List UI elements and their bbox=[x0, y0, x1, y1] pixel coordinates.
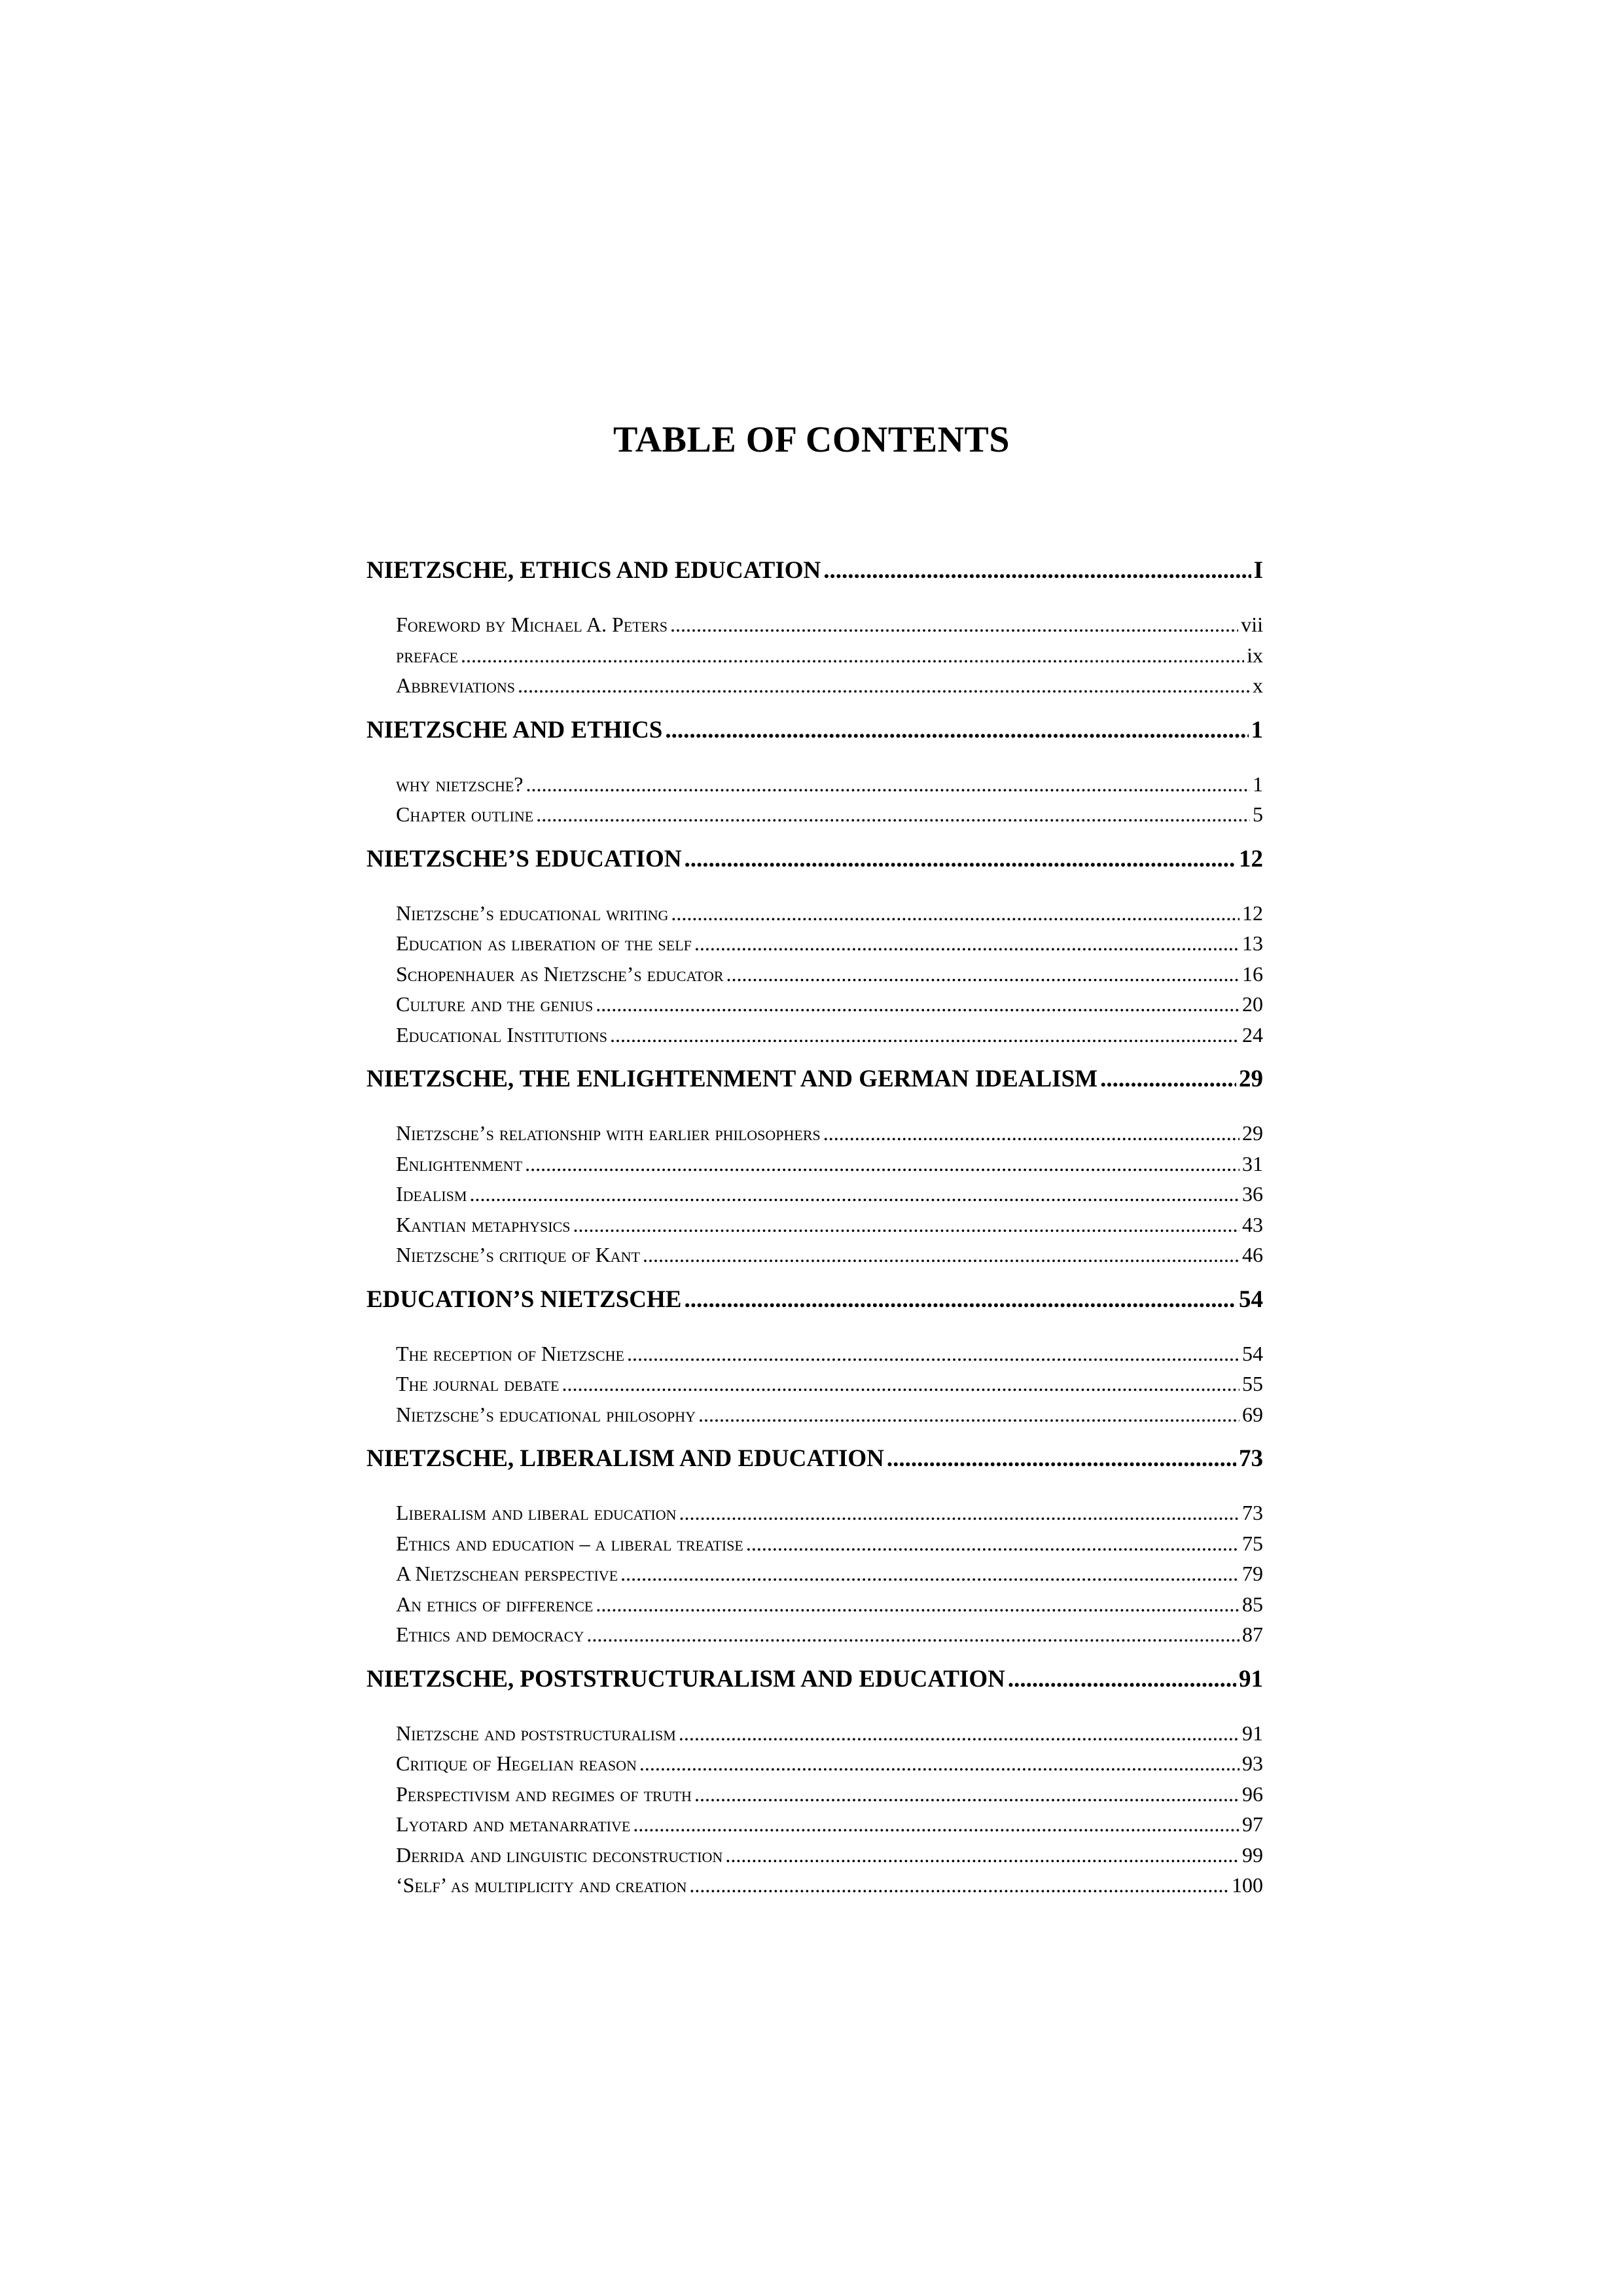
section-title: Idealism bbox=[396, 1182, 467, 1206]
section-title: An ethics of difference bbox=[396, 1592, 594, 1616]
toc-section-entry[interactable] bbox=[396, 992, 1263, 1023]
toc-section-entry[interactable] bbox=[396, 1023, 1263, 1054]
dot-leader bbox=[1008, 1665, 1236, 1693]
toc-section-entry[interactable] bbox=[396, 772, 1263, 803]
dot-leader bbox=[698, 1403, 1240, 1427]
dot-leader bbox=[679, 1501, 1240, 1525]
chapter-page-number: 73 bbox=[1239, 1445, 1263, 1472]
section-page-number: 55 bbox=[1242, 1372, 1263, 1395]
dot-leader bbox=[573, 1213, 1240, 1237]
dot-leader bbox=[694, 1782, 1240, 1806]
toc-section-entry[interactable] bbox=[396, 1562, 1263, 1592]
toc-section-entry[interactable] bbox=[396, 613, 1263, 643]
toc-section-entry[interactable] bbox=[396, 1403, 1263, 1433]
toc-section-entry[interactable] bbox=[396, 1152, 1263, 1183]
section-page-number: 87 bbox=[1242, 1623, 1263, 1646]
section-page-number: 91 bbox=[1242, 1721, 1263, 1745]
dot-leader bbox=[639, 1751, 1240, 1776]
section-page-number: 16 bbox=[1242, 961, 1263, 986]
toc-section-entry[interactable] bbox=[396, 802, 1263, 833]
dot-leader bbox=[746, 1532, 1240, 1556]
dot-leader bbox=[725, 1843, 1240, 1867]
chapter-title: NIETZSCHE, LIBERALISM AND EDUCATION bbox=[366, 1445, 884, 1472]
group-spacer bbox=[366, 704, 1263, 716]
dot-leader bbox=[823, 556, 1251, 584]
toc-chapter-entry[interactable] bbox=[366, 1665, 1263, 1704]
toc-section-entry[interactable] bbox=[396, 673, 1263, 704]
toc-chapter-entry[interactable] bbox=[366, 1285, 1263, 1325]
section-title: Abbreviations bbox=[396, 673, 516, 697]
toc-section-entry[interactable] bbox=[396, 1243, 1263, 1274]
dot-leader bbox=[887, 1444, 1236, 1473]
dot-leader bbox=[684, 845, 1236, 873]
toc-section-entry[interactable] bbox=[396, 1501, 1263, 1532]
section-title: preface bbox=[396, 643, 458, 667]
dot-leader bbox=[679, 1721, 1240, 1746]
dot-leader bbox=[694, 931, 1240, 956]
dot-leader bbox=[596, 1592, 1240, 1617]
dot-leader bbox=[643, 1243, 1240, 1267]
chapter-title: NIETZSCHE’S EDUCATION bbox=[366, 845, 682, 872]
dot-leader bbox=[518, 673, 1250, 698]
section-page-number: 69 bbox=[1242, 1402, 1263, 1426]
toc-chapter-entry[interactable] bbox=[366, 556, 1263, 596]
toc-section-entry[interactable] bbox=[396, 1532, 1263, 1562]
dot-leader bbox=[469, 1182, 1240, 1206]
section-title: Chapter outline bbox=[396, 802, 534, 826]
chapter-page-number: 1 bbox=[1251, 716, 1263, 744]
toc-chapter-entry[interactable] bbox=[366, 845, 1263, 884]
section-page-number: 36 bbox=[1242, 1182, 1263, 1206]
toc-section-entry[interactable] bbox=[396, 1623, 1263, 1653]
toc-section-entry[interactable] bbox=[396, 1121, 1263, 1152]
chapter-page-number: I bbox=[1253, 557, 1263, 584]
section-page-number: vii bbox=[1241, 613, 1263, 636]
chapter-page-number: 12 bbox=[1239, 845, 1263, 872]
section-page-number: 31 bbox=[1242, 1151, 1263, 1175]
chapter-page-number: 91 bbox=[1239, 1665, 1263, 1693]
dot-leader bbox=[461, 643, 1244, 668]
section-page-number: 12 bbox=[1242, 901, 1263, 925]
dot-leader bbox=[536, 802, 1250, 827]
section-title: Kantian metaphysics bbox=[396, 1212, 571, 1236]
toc-section-entry[interactable] bbox=[396, 643, 1263, 674]
toc-section-entry[interactable] bbox=[396, 1751, 1263, 1782]
group-spacer bbox=[366, 1904, 1263, 1916]
toc-section-entry[interactable] bbox=[396, 901, 1263, 932]
section-page-number: 97 bbox=[1242, 1812, 1263, 1836]
section-title: Educational Institutions bbox=[396, 1022, 607, 1047]
section-page-number: 99 bbox=[1242, 1842, 1263, 1867]
section-title: The reception of Nietzsche bbox=[396, 1341, 624, 1365]
dot-leader bbox=[665, 716, 1248, 744]
section-page-number: 85 bbox=[1242, 1592, 1263, 1616]
section-page-number: 93 bbox=[1242, 1751, 1263, 1775]
section-page-number: x bbox=[1253, 673, 1263, 697]
section-page-number: 5 bbox=[1253, 802, 1263, 826]
dot-leader bbox=[627, 1342, 1240, 1366]
group-spacer bbox=[366, 833, 1263, 845]
section-title: Derrida and linguistic deconstruction bbox=[396, 1842, 723, 1867]
chapter-title: NIETZSCHE, THE ENLIGHTENMENT AND GERMAN IDEALISM bbox=[366, 1066, 1098, 1092]
dot-leader bbox=[596, 992, 1240, 1016]
section-title: Nietzsche’s relationship with earlier philosophers bbox=[396, 1121, 821, 1145]
toc-section-entry[interactable] bbox=[396, 1843, 1263, 1874]
dot-leader bbox=[610, 1023, 1240, 1047]
chapter-title: NIETZSCHE, POSTSTRUCTURALISM AND EDUCATION bbox=[366, 1665, 1005, 1693]
section-title: Nietzsche’s critique of Kant bbox=[396, 1243, 640, 1266]
section-page-number: 73 bbox=[1242, 1501, 1263, 1524]
toc-section-entry[interactable] bbox=[396, 1342, 1263, 1372]
section-title: Liberalism and liberal education bbox=[396, 1501, 677, 1524]
toc-chapter-entry[interactable] bbox=[366, 1065, 1263, 1104]
dot-leader bbox=[525, 1152, 1240, 1176]
group-spacer bbox=[366, 1433, 1263, 1444]
section-title: Enlightenment bbox=[396, 1151, 523, 1175]
dot-leader bbox=[671, 901, 1240, 925]
chapter-title: EDUCATION’S NIETZSCHE bbox=[366, 1285, 682, 1313]
section-title: Nietzsche and poststructuralism bbox=[396, 1721, 676, 1745]
section-page-number: 79 bbox=[1242, 1562, 1263, 1585]
toc-section-entry[interactable] bbox=[396, 1592, 1263, 1623]
toc-section-entry[interactable] bbox=[396, 1873, 1263, 1904]
toc-section-entry[interactable] bbox=[396, 962, 1263, 993]
section-title: Ethics and democracy bbox=[396, 1623, 584, 1646]
group-spacer bbox=[366, 1274, 1263, 1285]
group-spacer bbox=[366, 1053, 1263, 1065]
section-page-number: 29 bbox=[1242, 1121, 1263, 1145]
dot-leader bbox=[689, 1873, 1229, 1897]
section-title: Ethics and education – a liberal treatise bbox=[396, 1531, 743, 1555]
toc-section-entry[interactable] bbox=[396, 1213, 1263, 1244]
chapter-page-number: 54 bbox=[1239, 1285, 1263, 1313]
dot-leader bbox=[586, 1623, 1240, 1647]
section-page-number: 46 bbox=[1242, 1243, 1263, 1266]
toc-section-entry[interactable] bbox=[396, 1372, 1263, 1403]
section-title: Perspectivism and regimes of truth bbox=[396, 1782, 692, 1806]
page-title: TABLE OF CONTENTS bbox=[613, 420, 1010, 460]
dot-leader bbox=[633, 1812, 1240, 1837]
dot-leader bbox=[684, 1285, 1236, 1314]
section-title: A Nietzschean perspective bbox=[396, 1562, 618, 1585]
section-title: Education as liberation of the self bbox=[396, 931, 692, 955]
section-title: Nietzsche’s educational writing bbox=[396, 901, 669, 925]
dot-leader bbox=[670, 613, 1238, 637]
section-title: why nietzsche? bbox=[396, 772, 524, 796]
toc-chapter-entry[interactable] bbox=[366, 1444, 1263, 1484]
section-page-number: ix bbox=[1247, 643, 1263, 667]
chapter-title: NIETZSCHE, ETHICS AND EDUCATION bbox=[366, 557, 821, 584]
toc-section-entry[interactable] bbox=[396, 931, 1263, 962]
toc-section-entry[interactable] bbox=[396, 1721, 1263, 1752]
section-page-number: 75 bbox=[1242, 1531, 1263, 1555]
dot-leader bbox=[726, 962, 1240, 986]
chapter-page-number: 29 bbox=[1239, 1066, 1263, 1092]
section-title: Lyotard and metanarrative bbox=[396, 1812, 631, 1836]
section-title: Culture and the genius bbox=[396, 992, 594, 1016]
section-page-number: 43 bbox=[1242, 1212, 1263, 1236]
section-page-number: 13 bbox=[1242, 931, 1263, 955]
table-of-contents bbox=[366, 556, 1263, 1916]
section-title: ‘Self’ as multiplicity and creation bbox=[396, 1873, 687, 1897]
section-page-number: 54 bbox=[1242, 1341, 1263, 1365]
section-title: Critique of Hegelian reason bbox=[396, 1751, 637, 1775]
section-page-number: 24 bbox=[1242, 1022, 1263, 1047]
dot-leader bbox=[562, 1372, 1240, 1396]
group-spacer bbox=[366, 1653, 1263, 1665]
toc-section-entry[interactable] bbox=[396, 1182, 1263, 1213]
section-title: Nietzsche’s educational philosophy bbox=[396, 1402, 696, 1426]
section-title: The journal debate bbox=[396, 1372, 560, 1395]
toc-section-entry[interactable] bbox=[396, 1782, 1263, 1813]
section-page-number: 96 bbox=[1242, 1782, 1263, 1806]
toc-chapter-entry[interactable] bbox=[366, 716, 1263, 755]
chapter-title: NIETZSCHE AND ETHICS bbox=[366, 716, 663, 744]
dot-leader bbox=[1100, 1065, 1236, 1093]
dot-leader bbox=[823, 1121, 1240, 1145]
dot-leader bbox=[620, 1562, 1240, 1586]
section-title: Schopenhauer as Nietzsche’s educator bbox=[396, 961, 724, 986]
section-page-number: 1 bbox=[1253, 772, 1263, 796]
section-page-number: 20 bbox=[1242, 992, 1263, 1016]
toc-section-entry[interactable] bbox=[396, 1812, 1263, 1843]
section-title: Foreword by Michael A. Peters bbox=[396, 613, 668, 636]
section-page-number: 100 bbox=[1232, 1873, 1263, 1897]
dot-leader bbox=[526, 772, 1250, 797]
